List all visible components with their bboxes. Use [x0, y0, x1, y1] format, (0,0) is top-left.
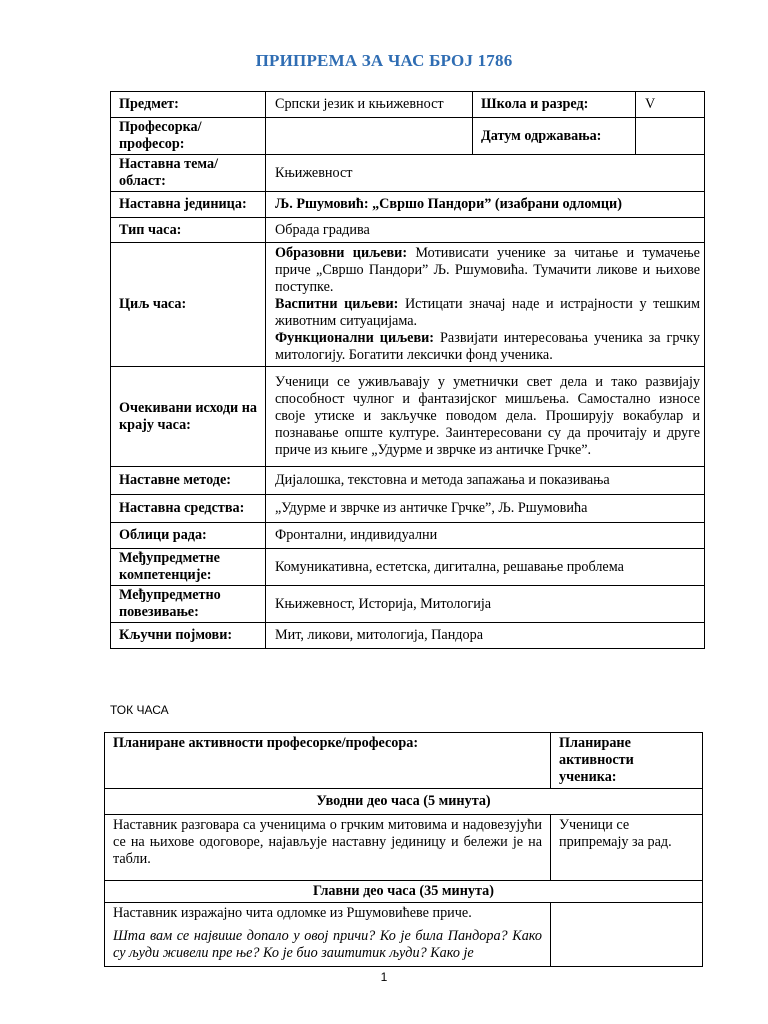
goal-edu — [275, 245, 700, 296]
outcomes-value: Ученици се уживљавају у уметнички свет дела и тако развијају способност чулног и фантазијског мишљења. Самостално износе своје утиске и закључке поводом дела. Проширују вокабулар и познавање опште културе. Заинтересовани су да прочитају и друге приче из књиге „Удурме и зврчке из античке Грчке”. — [266, 367, 705, 467]
intro-section-header: Уводни део часа (5 минута) — [105, 789, 703, 815]
means-label: Наставна средства: — [111, 495, 266, 523]
goal-upb-text: Истицати значај наде и истрајности у тешким животним ситуацијама. — [275, 296, 700, 329]
page-number: 1 — [380, 970, 388, 984]
goal-func-title: Функционални циљеви: — [275, 330, 435, 346]
main-section-header: Главни део часа (35 минута) — [105, 881, 703, 903]
theme-value: Књижевност — [266, 155, 705, 192]
main-teacher-questions: Шта вам се највише допало у овој причи? Ко је била Пандора? Како су људи живели пре ње? Ко је био заштитик људи? Како је — [113, 928, 542, 961]
col-student-header: Планиране активности ученика: — [551, 733, 703, 789]
school-value: V — [636, 92, 705, 118]
date-label: Датум одржавања: — [473, 118, 636, 155]
theme-label: Наставна тема/област: — [111, 155, 266, 192]
goal-upb — [275, 296, 700, 330]
goal-edu-title: Образовни циљеви: — [275, 245, 408, 261]
main-teacher-activity — [105, 903, 551, 967]
forms-value: Фронтални, индивидуални — [266, 523, 705, 549]
goal-edu-text: Мотивисати ученике за читање и тумачење приче „Свршо Пандори” Љ. Ршумовића. Тумачити ликове и њихове поступке. — [275, 245, 700, 295]
unit-label: Наставна јединица: — [111, 192, 266, 218]
outcomes-label: Очекивани исходи на крају часа: — [111, 367, 266, 467]
type-label: Тип часа: — [111, 218, 266, 243]
date-value — [636, 118, 705, 155]
links-label: Међупредметно повезивање: — [111, 586, 266, 623]
goal-func-text: Развијати интересовања ученика за грчку митологију. Богатити лексички фонд ученика. — [275, 330, 701, 363]
intro-student-activity: Ученици се припремају за рад. — [551, 815, 703, 881]
goal-upb-title: Васпитни циљеви: — [275, 296, 399, 312]
school-label: Школа и разред: — [473, 92, 636, 118]
goal-value — [266, 243, 705, 367]
intro-teacher-activity: Наставник разговара са ученицима о грчким митовима и надовезујући се на њихове одоговоре, најављује наставну јединицу и бележи је на табли. — [105, 815, 551, 881]
teacher-value — [266, 118, 473, 155]
forms-label: Облици рада: — [111, 523, 266, 549]
methods-label: Наставне методе: — [111, 467, 266, 495]
means-value: „Удурме и зврчке из античке Грчке”, Љ. Ршумовића — [266, 495, 705, 523]
goal-label: Циљ часа: — [111, 243, 266, 367]
keywords-value: Мит, ликови, митологија, Пандора — [266, 623, 705, 649]
competences-value: Комуникативна, естетска, дигитална, решавање проблема — [266, 549, 705, 586]
subject-value: Српски језик и књижевност — [266, 92, 473, 118]
lesson-flow-table — [104, 732, 703, 967]
type-value: Обрада градива — [266, 218, 705, 243]
links-value: Књижевност, Историја, Митологија — [266, 586, 705, 623]
lesson-flow-heading: ТОК ЧАСА — [110, 703, 169, 717]
subject-label: Предмет: — [111, 92, 266, 118]
main-student-activity — [551, 903, 703, 967]
goal-func — [275, 330, 700, 364]
lesson-info-table — [110, 91, 705, 649]
main-teacher-line-1: Наставник изражајно чита одломке из Ршумовићеве приче. — [113, 905, 472, 921]
competences-label: Међупредметне компетенције: — [111, 549, 266, 586]
unit-value: Љ. Ршумовић: „Свршо Пандори” (изабрани одломци) — [266, 192, 705, 218]
col-teacher-header: Планиране активности професорке/професора: — [105, 733, 551, 789]
page-title: ПРИПРЕМА ЗА ЧАС БРОЈ 1786 — [255, 51, 513, 70]
keywords-label: Кључни појмови: — [111, 623, 266, 649]
teacher-label: Професорка/ професор: — [111, 118, 266, 155]
methods-value: Дијалошка, текстовна и метода запажања и показивања — [266, 467, 705, 495]
